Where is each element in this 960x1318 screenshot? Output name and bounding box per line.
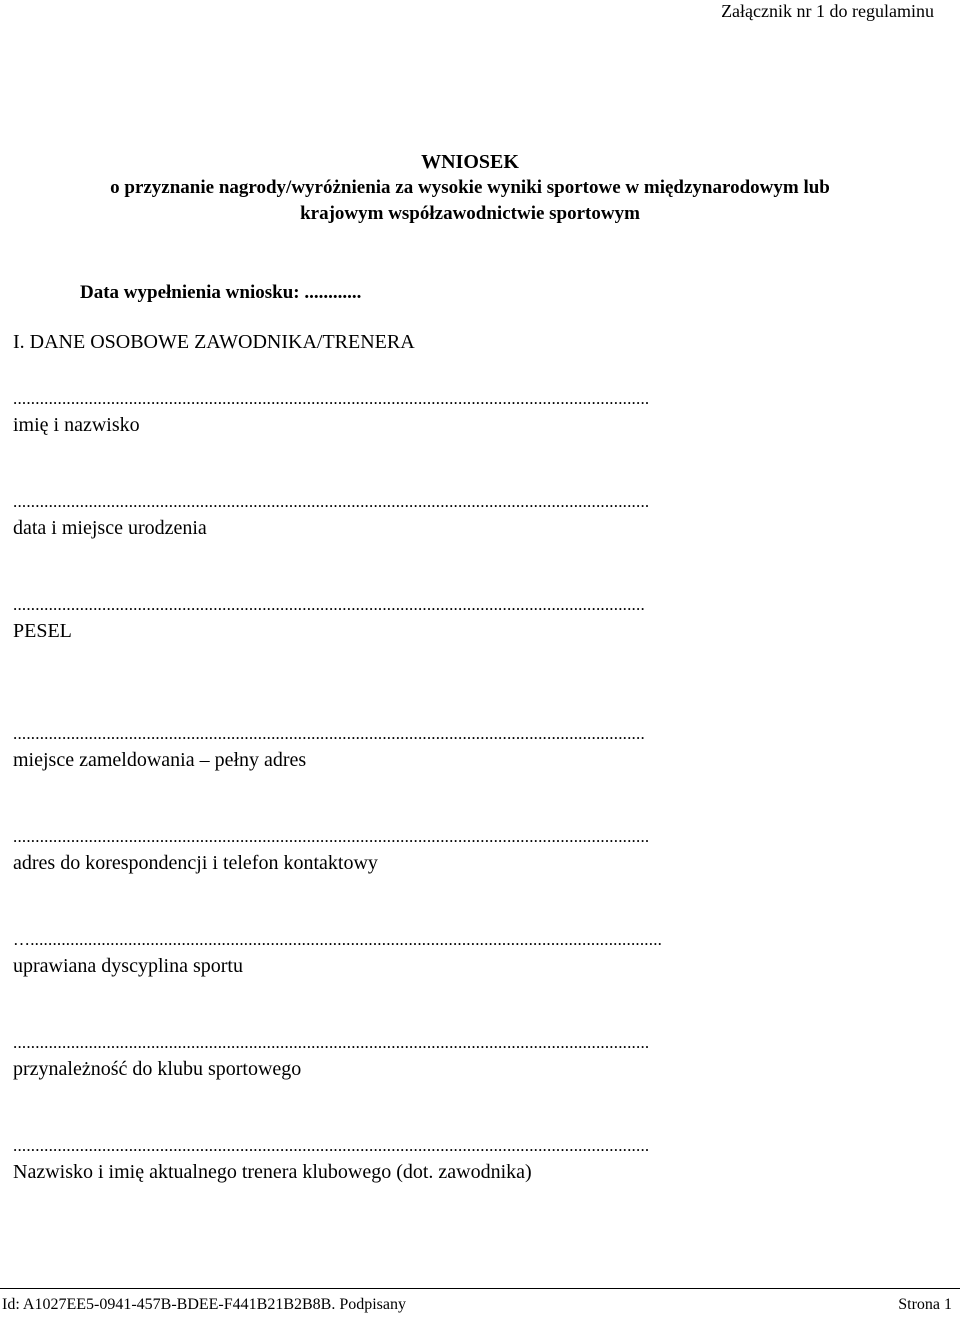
field-dots: ............................................................................................................................................... xyxy=(13,830,650,844)
field-pesel[interactable] xyxy=(13,598,888,643)
field-label: uprawiana dyscyplina sportu xyxy=(13,955,243,977)
field-full-name[interactable] xyxy=(13,392,888,437)
footer-divider xyxy=(0,1288,960,1289)
field-sports-club[interactable] xyxy=(13,1036,888,1081)
title-subtitle-line2: krajowym współzawodnictwie sportowym xyxy=(300,203,640,224)
field-club-coach[interactable] xyxy=(13,1139,888,1184)
title-main: WNIOSEK xyxy=(421,151,519,173)
footer-page-number: Strona 1 xyxy=(898,1296,952,1313)
annex-label: Załącznik nr 1 do regulaminu xyxy=(721,1,934,21)
field-label: adres do korespondencji i telefon kontaktowy xyxy=(13,852,378,874)
field-label: miejsce zameldowania – pełny adres xyxy=(13,749,307,771)
field-dots: .............................................................................................................................................. xyxy=(13,727,645,741)
field-label: PESEL xyxy=(13,620,72,642)
field-birth-date-place[interactable] xyxy=(13,495,888,540)
field-dots: .............................................................................................................................................. xyxy=(13,598,645,612)
field-correspondence-address[interactable] xyxy=(13,830,888,875)
fill-date-field[interactable]: Data wypełnienia wniosku: ............ xyxy=(80,282,362,303)
section-heading: I. DANE OSOBOWE ZAWODNIKA/TRENERA xyxy=(13,331,415,353)
field-dots: ............................................................................................................................................... xyxy=(13,392,650,406)
title-subtitle-line1: o przyznanie nagrody/wyróżnienia za wysokie wyniki sportowe w międzynarodowym lub xyxy=(110,177,830,198)
field-dots: ............................................................................................................................................... xyxy=(13,1139,650,1153)
footer-document-id: Id: A1027EE5-0941-457B-BDEE-F441B21B2B8B. Podpisany xyxy=(2,1296,407,1313)
field-dots: ............................................................................................................................................... xyxy=(13,1036,650,1050)
field-label: imię i nazwisko xyxy=(13,414,140,436)
document-title xyxy=(0,149,940,227)
field-dots: ….............................................................................................................................................. xyxy=(13,933,663,947)
field-dots: ............................................................................................................................................... xyxy=(13,495,650,509)
field-registered-address[interactable] xyxy=(13,727,888,772)
field-sport-discipline[interactable] xyxy=(13,933,888,978)
field-label: Nazwisko i imię aktualnego trenera klubowego (dot. zawodnika) xyxy=(13,1161,532,1183)
field-label: data i miejsce urodzenia xyxy=(13,517,207,539)
field-label: przynależność do klubu sportowego xyxy=(13,1058,302,1080)
